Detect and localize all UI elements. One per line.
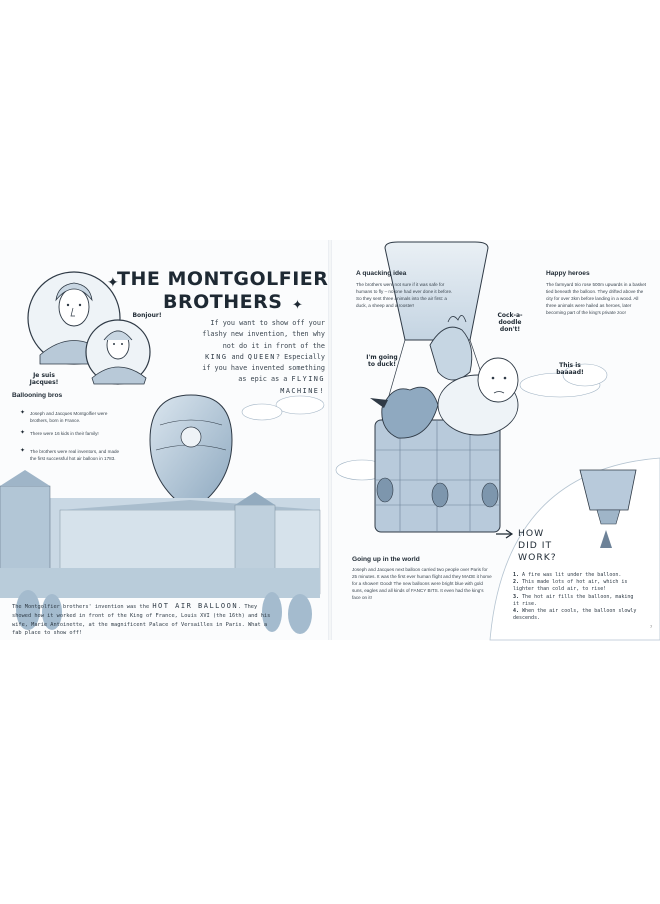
intro-paragraph (200, 318, 325, 397)
how-step: 1. A fire was lit under the balloon. (513, 572, 622, 578)
intro-text: and (227, 352, 248, 361)
intro-text: ? Especially if you have invented something as epic as a (202, 352, 325, 384)
going-up-heading: Going up in the world (352, 556, 420, 563)
ballooning-heading: Ballooning bros (12, 392, 63, 399)
intro-queen: QUEEN (247, 352, 276, 361)
page-title (117, 268, 328, 314)
page-title-line2: BROTHERS (163, 291, 283, 313)
intro-text: If you want to show off your flashy new invention, then why not do it in front of the (202, 319, 325, 350)
page-title-line1: THE MONTGOLFIER (117, 268, 329, 290)
ballooning-fact: ✦ Joseph and Jacques Montgolfier were brothers, born in France. (20, 410, 108, 423)
star-icon: ✦ (20, 430, 26, 436)
sparkle-icon: ✦ (292, 297, 303, 312)
how-step: 2. This made lots of hot air, which is lighter than cold air, to rise! (513, 579, 628, 593)
going-up-box (352, 556, 492, 601)
quacking-idea-box (356, 270, 456, 309)
speech-duck: I'm going to duck! (366, 354, 398, 368)
portrait-jacques (86, 320, 150, 384)
going-up-body: Joseph and Jacques next balloon carried two people over Paris for 25 minutes. It was the first ever human flight and they MADE it home for a shower! Good! The new balloons were bright blue with gold suns, eagles and all kinds of FANCY BITS. It even had the king's face on it! (352, 567, 492, 600)
intro-king: KING (205, 352, 228, 361)
quacking-body: The brothers were not sure if it was safe for humans to fly – no one had ever done it before. So they sent three animals into the air first: a duck, a sheep and a rooster! (356, 282, 453, 308)
page-number: 7 (650, 624, 653, 629)
arrow-icon (496, 530, 512, 538)
quacking-heading: A quacking idea (356, 270, 407, 277)
speech-je-suis-jacques: Je suis Jacques! (29, 372, 59, 386)
star-icon: ✦ (20, 410, 26, 416)
heroes-heading: Happy heroes (546, 270, 590, 277)
speech-bonjour: Bonjour! (132, 312, 162, 319)
speech-rooster: Cock-a-doodle don't! (497, 312, 523, 333)
ballooning-fact: ✦ The brothers were real inventors, and made the first successful hot air balloon in 1783. (20, 448, 120, 461)
how-step: 3. The hot air fills the balloon, making it rise. (513, 593, 634, 607)
sparkle-icon: ✦ (107, 274, 119, 290)
intro-flying-machine: FLYING MACHINE! (280, 375, 325, 395)
hot-air-balloon-left (150, 395, 232, 514)
caption-paragraph: The Montgolfier brothers' invention was the HOT AIR BALLOON. They showed how it worked in front of the King of France, Louis XVI (the 16th) and his wife, Marie Antoinette, at the magnificent Palace of Versailles in Paris. What a fab place to show off! (12, 602, 271, 637)
heroes-body: The farmyard trio rose 500m upwards in a basket tied beneath the balloon. They drifted above the city for over 3km before landing in a wood. All three animals were hailed as heroes, later becoming part of the king's private zoo! (546, 282, 647, 315)
ballooning-fact: ✦ There were 16 kids in their family! (20, 430, 99, 436)
caption-hot-air-balloon: HOT AIR BALLOON (152, 602, 239, 610)
how-steps-list (513, 572, 637, 622)
happy-heroes-box (546, 270, 650, 316)
star-icon: ✦ (20, 448, 26, 454)
how-heading: HOW DID IT WORK? (518, 528, 557, 563)
ballooning-bros-box (12, 392, 122, 461)
speech-sheep: This is baaaad! (556, 362, 584, 376)
how-step: 4. When the air cools, the balloon slowly descends. (513, 608, 637, 622)
palace-of-versailles (0, 470, 320, 598)
